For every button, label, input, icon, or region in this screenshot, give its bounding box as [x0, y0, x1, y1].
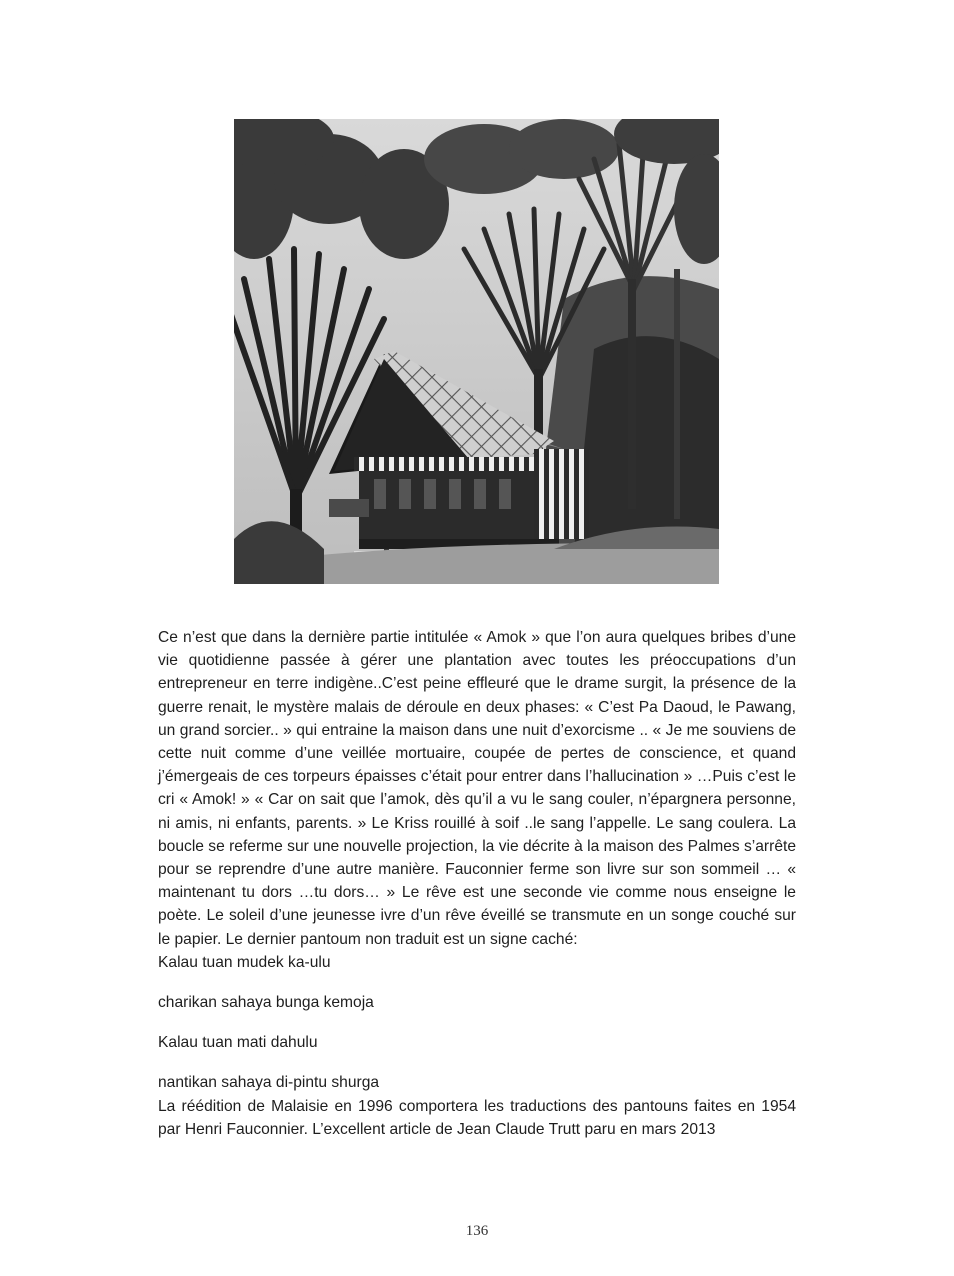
paragraph-amok: Ce n’est que dans la dernière partie intitulée « Amok » que l’on aura quelques bribes d’une vie quotidienne passée à gérer une plantation avec toutes les préoccupations d’un entrepreneur en terre indigène..C’est peine effleuré que le drame surgit, la présence de la guerre renait, le mystère malais de déroule en deux phases: « C’est Pa Daoud, le Pawang, un grand sorcier.. » qui entraine la maison dans une nuit d’exorcisme .. « Je me souviens de cette nuit comme d’une veillée mortuaire, coupée de pertes de conscience, et quand j’émergeais de ces torpeurs épaisses c’était pour entrer dans l’hallucination » …Puis c’est le cri « Amok! » « Car on sait que l’amok, dès qu’il a vu le sang couler, n’épargnera personne, ni amis, ni enfants, parents. » Le Kriss rouillé à soif ..le sang l’appelle. Le sang coulera. La boucle se referme sur une nouvelle projection, la vie décrite à la maison des Palmes s’arrête pour se reprendre d’une autre manière. Fauconnier ferme son livre sur son sommeil … « maintenant tu dors …tu dors… » Le rêve est une seconde vie comme nous enseigne le poète. Le soleil d’une jeunesse ivre d’un rêve éveillé se transmute en un songe couché sur le papier. Le dernier pantoum non traduit est un signe caché:: [158, 629, 796, 948]
body-text: [158, 626, 796, 1141]
pantoum-line-2: charikan sahaya bunga kemoja: [158, 994, 374, 1012]
pantoum-line-4: nantikan sahaya di-pintu shurga: [158, 1074, 380, 1092]
paragraph-reedition: La réédition de Malaisie en 1996 comportera les traductions des pantouns faites en 1954 par Henri Fauconnier. L’excellent article de Jean Claude Trutt paru en mars 2013: [158, 1097, 796, 1138]
page-number: 136: [465, 1223, 489, 1239]
house-photograph: [234, 119, 719, 584]
pantoum-line-1: Kalau tuan mudek ka-ulu: [158, 953, 331, 971]
pantoum-line-3: Kalau tuan mati dahulu: [158, 1034, 318, 1052]
